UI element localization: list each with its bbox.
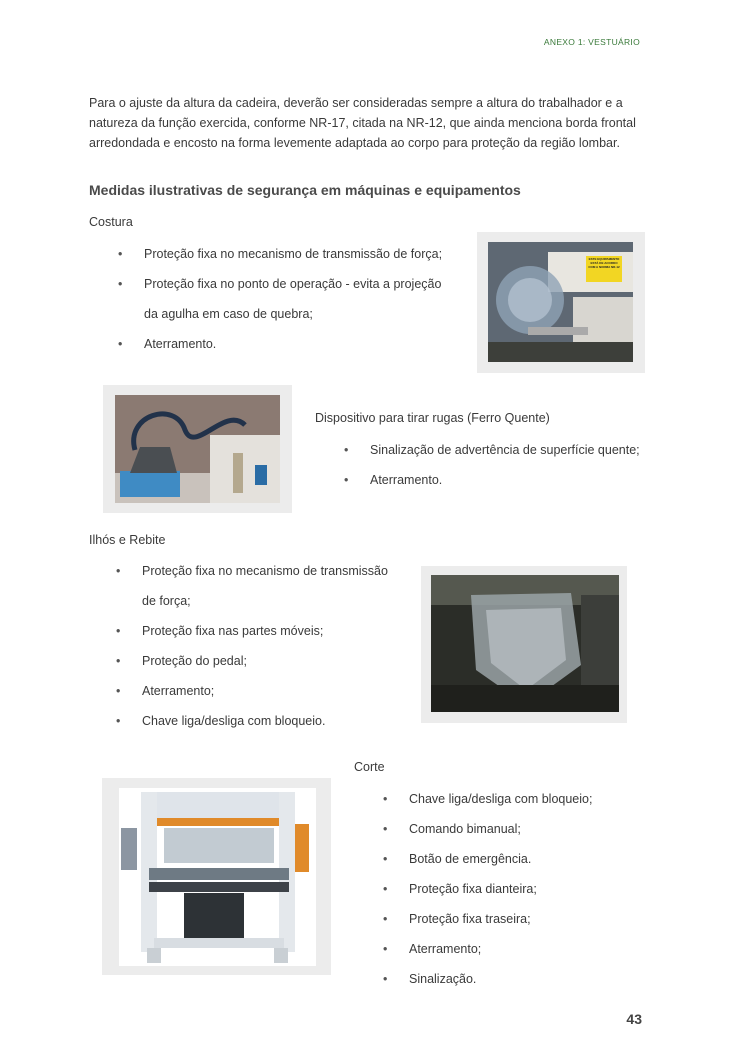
ilhos-item: • Chave liga/desliga com bloqueio. — [116, 713, 388, 743]
sewing-machine-photo — [477, 232, 645, 373]
section-title: Medidas ilustrativas de segurança em máquinas e equipamentos — [89, 182, 521, 198]
iron-illustration — [115, 395, 280, 503]
ilhos-item: • Proteção fixa nas partes móveis; — [116, 623, 388, 653]
corte-label: Corte — [354, 760, 385, 774]
eyelet-machine-illustration — [431, 575, 619, 712]
ferro-item: • Sinalização de advertência de superfície quente; — [344, 442, 640, 472]
nr12-sign-text: ESTE EQUIPAMENTO ESTÁ DE ACORDO COM A NORMA NR-12 — [588, 257, 620, 269]
eyelet-machine-photo — [421, 566, 627, 723]
page-number: 43 — [626, 1011, 642, 1027]
intro-paragraph: Para o ajuste da altura da cadeira, deverão ser consideradas sempre a altura do trabalhador e a natureza da função exercida, conforme NR-17, citada na NR-12, que ainda menciona borda frontal arredondada e encosto na forma levemente adaptada ao corpo para proteção da região lombar. — [89, 96, 636, 150]
corte-item: • Aterramento; — [383, 941, 592, 971]
cutting-press-illustration — [119, 788, 316, 966]
costura-label: Costura — [89, 215, 133, 229]
corte-item: • Comando bimanual; — [383, 821, 592, 851]
running-header: ANEXO 1: VESTUÁRIO — [543, 37, 640, 47]
ilhos-item: • Proteção do pedal; — [116, 653, 388, 683]
costura-item: • Proteção fixa no ponto de operação - evita a projeção — [118, 276, 442, 306]
corte-item: • Proteção fixa dianteira; — [383, 881, 592, 911]
corte-list — [383, 791, 592, 1001]
corte-item: • Botão de emergência. — [383, 851, 592, 881]
costura-item-continuation: da agulha em caso de quebra; — [144, 307, 313, 321]
ilhos-list — [116, 563, 388, 743]
ferro-label: Dispositivo para tirar rugas (Ferro Quente) — [315, 411, 550, 425]
ilhos-item-continuation: de força; — [142, 594, 191, 608]
ilhos-item: • Aterramento; — [116, 683, 388, 713]
costura-item: • Proteção fixa no mecanismo de transmissão de força; — [118, 246, 442, 276]
cutting-press-photo — [102, 778, 331, 975]
costura-list — [118, 246, 442, 366]
ilhos-label: Ilhós e Rebite — [89, 533, 166, 547]
costura-item: • Aterramento. — [118, 336, 442, 366]
corte-item: • Proteção fixa traseira; — [383, 911, 592, 941]
ferro-list — [344, 442, 640, 502]
ferro-item: • Aterramento. — [344, 472, 640, 502]
ilhos-item: • Proteção fixa no mecanismo de transmissão — [116, 563, 388, 593]
corte-item: • Chave liga/desliga com bloqueio; — [383, 791, 592, 821]
iron-photo — [103, 385, 292, 513]
corte-item: • Sinalização. — [383, 971, 592, 1001]
